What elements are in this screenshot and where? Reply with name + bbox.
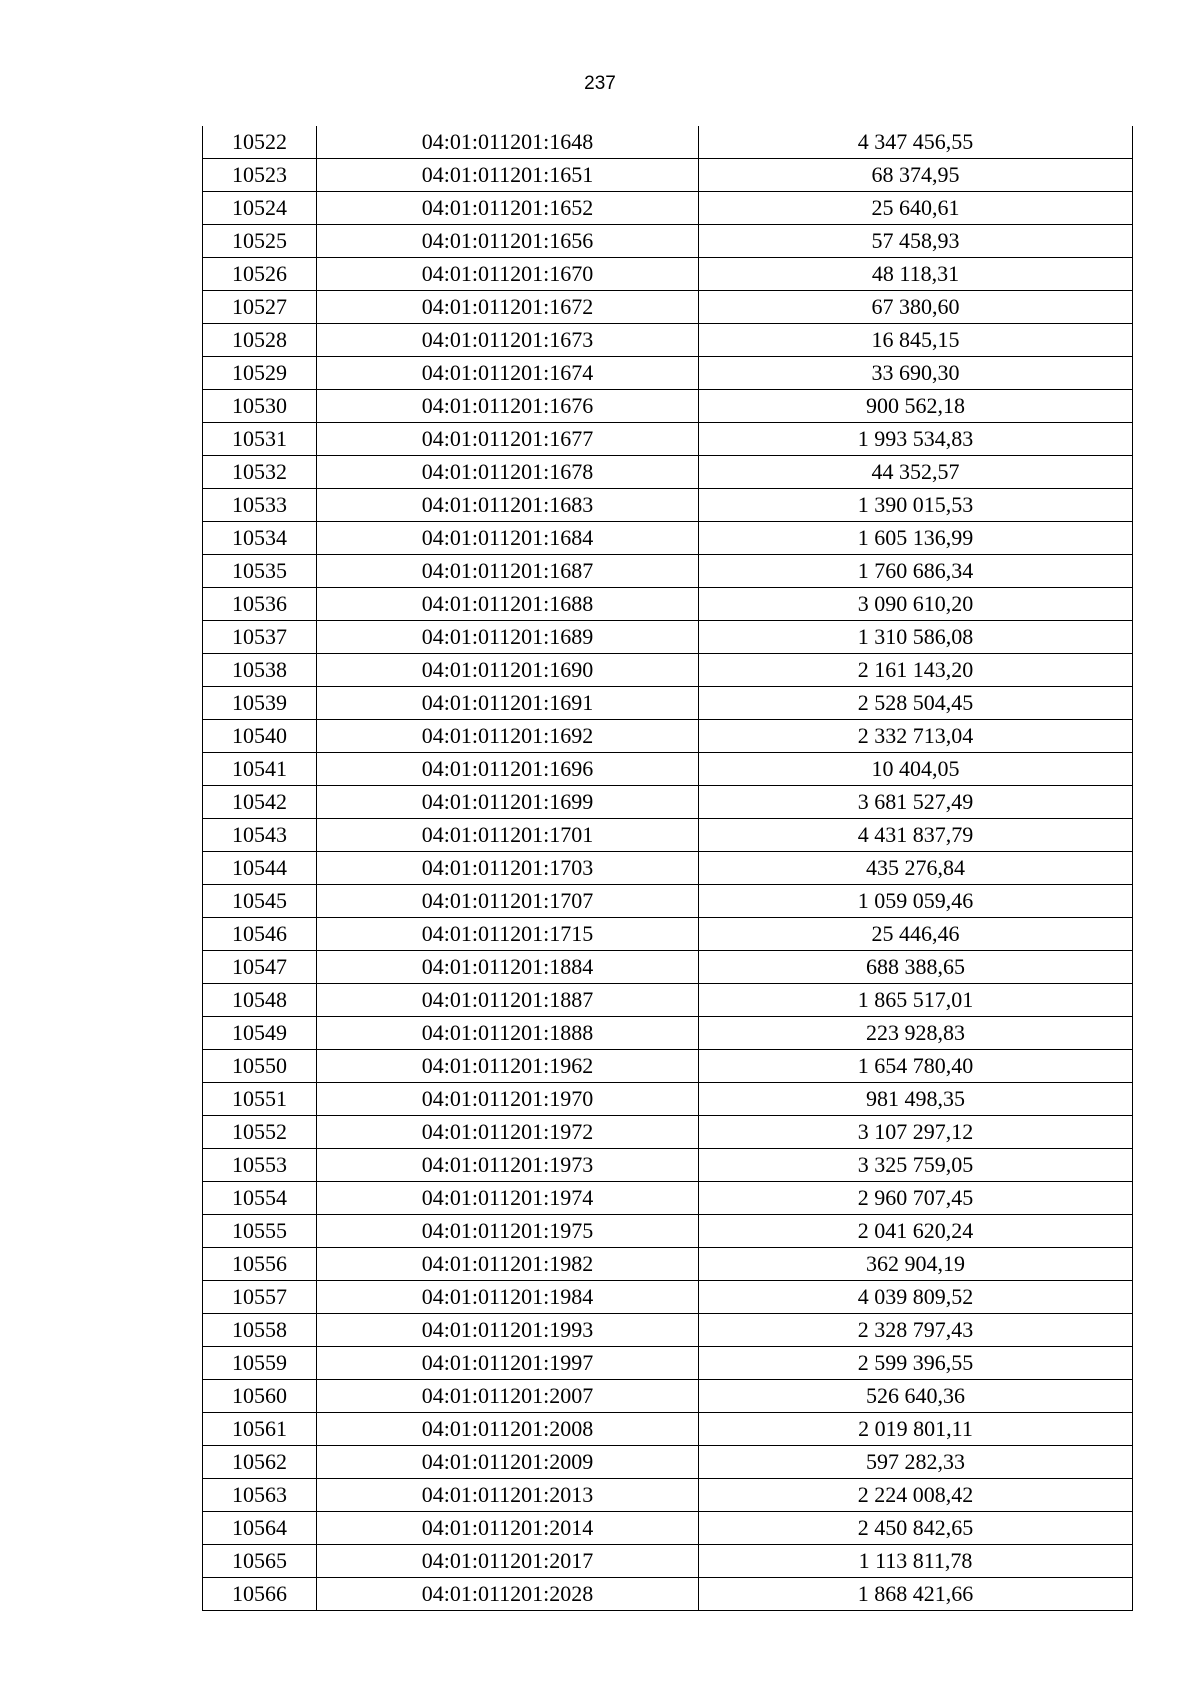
cadastral-value-cell: 10 404,05 (699, 753, 1133, 786)
table-row (203, 159, 1133, 192)
row-number-cell: 10529 (203, 357, 317, 390)
row-number-cell: 10549 (203, 1017, 317, 1050)
row-number-cell: 10539 (203, 687, 317, 720)
table-row (203, 885, 1133, 918)
row-number-cell: 10527 (203, 291, 317, 324)
row-number-cell: 10559 (203, 1347, 317, 1380)
cadastral-value-cell: 435 276,84 (699, 852, 1133, 885)
cadastral-value-cell: 1 390 015,53 (699, 489, 1133, 522)
row-number-cell: 10524 (203, 192, 317, 225)
cadastral-number-cell: 04:01:011201:1690 (317, 654, 699, 687)
row-number-cell: 10523 (203, 159, 317, 192)
cadastral-number-cell: 04:01:011201:1692 (317, 720, 699, 753)
table-row (203, 1116, 1133, 1149)
row-number-cell: 10557 (203, 1281, 317, 1314)
row-number-cell: 10540 (203, 720, 317, 753)
cadastral-value-cell: 2 528 504,45 (699, 687, 1133, 720)
table-row (203, 1248, 1133, 1281)
cadastral-number-cell: 04:01:011201:1651 (317, 159, 699, 192)
table-row (203, 588, 1133, 621)
table-row (203, 786, 1133, 819)
cadastral-value-cell: 2 960 707,45 (699, 1182, 1133, 1215)
row-number-cell: 10535 (203, 555, 317, 588)
table-row (203, 1545, 1133, 1578)
table-row (203, 324, 1133, 357)
row-number-cell: 10548 (203, 984, 317, 1017)
cadastral-value-cell: 2 161 143,20 (699, 654, 1133, 687)
table-row (203, 720, 1133, 753)
row-number-cell: 10525 (203, 225, 317, 258)
cadastral-value-cell: 68 374,95 (699, 159, 1133, 192)
cadastral-number-cell: 04:01:011201:2014 (317, 1512, 699, 1545)
table-row (203, 1050, 1133, 1083)
table-row (203, 753, 1133, 786)
cadastral-value-cell: 597 282,33 (699, 1446, 1133, 1479)
cadastral-value-cell: 2 041 620,24 (699, 1215, 1133, 1248)
cadastral-value-table (202, 126, 1133, 1611)
cadastral-value-cell: 1 310 586,08 (699, 621, 1133, 654)
cadastral-number-cell: 04:01:011201:1703 (317, 852, 699, 885)
cadastral-value-cell: 526 640,36 (699, 1380, 1133, 1413)
cadastral-number-cell: 04:01:011201:2028 (317, 1578, 699, 1611)
cadastral-value-cell: 3 325 759,05 (699, 1149, 1133, 1182)
cadastral-value-cell: 2 019 801,11 (699, 1413, 1133, 1446)
cadastral-value-cell: 1 059 059,46 (699, 885, 1133, 918)
cadastral-number-cell: 04:01:011201:1676 (317, 390, 699, 423)
row-number-cell: 10533 (203, 489, 317, 522)
cadastral-value-cell: 48 118,31 (699, 258, 1133, 291)
cadastral-number-cell: 04:01:011201:1688 (317, 588, 699, 621)
row-number-cell: 10556 (203, 1248, 317, 1281)
table-row (203, 555, 1133, 588)
table-row (203, 1149, 1133, 1182)
cadastral-number-cell: 04:01:011201:1691 (317, 687, 699, 720)
cadastral-value-cell: 16 845,15 (699, 324, 1133, 357)
table-row (203, 1446, 1133, 1479)
cadastral-number-cell: 04:01:011201:1962 (317, 1050, 699, 1083)
cadastral-value-cell: 4 431 837,79 (699, 819, 1133, 852)
table-row (203, 1512, 1133, 1545)
row-number-cell: 10522 (203, 126, 317, 159)
table-row (203, 1578, 1133, 1611)
row-number-cell: 10558 (203, 1314, 317, 1347)
table-row (203, 1017, 1133, 1050)
cadastral-value-cell: 4 347 456,55 (699, 126, 1133, 159)
row-number-cell: 10547 (203, 951, 317, 984)
table-row (203, 984, 1133, 1017)
cadastral-number-cell: 04:01:011201:1970 (317, 1083, 699, 1116)
cadastral-number-cell: 04:01:011201:1888 (317, 1017, 699, 1050)
cadastral-number-cell: 04:01:011201:1997 (317, 1347, 699, 1380)
row-number-cell: 10562 (203, 1446, 317, 1479)
table-row (203, 918, 1133, 951)
cadastral-value-cell: 1 868 421,66 (699, 1578, 1133, 1611)
row-number-cell: 10550 (203, 1050, 317, 1083)
row-number-cell: 10538 (203, 654, 317, 687)
cadastral-number-cell: 04:01:011201:1887 (317, 984, 699, 1017)
cadastral-number-cell: 04:01:011201:1687 (317, 555, 699, 588)
cadastral-value-cell: 900 562,18 (699, 390, 1133, 423)
cadastral-number-cell: 04:01:011201:1707 (317, 885, 699, 918)
cadastral-value-cell: 1 654 780,40 (699, 1050, 1133, 1083)
cadastral-number-cell: 04:01:011201:1993 (317, 1314, 699, 1347)
cadastral-number-cell: 04:01:011201:1701 (317, 819, 699, 852)
row-number-cell: 10552 (203, 1116, 317, 1149)
cadastral-number-cell: 04:01:011201:2008 (317, 1413, 699, 1446)
table-row (203, 1479, 1133, 1512)
table-row (203, 390, 1133, 423)
cadastral-number-cell: 04:01:011201:1652 (317, 192, 699, 225)
cadastral-number-cell: 04:01:011201:1974 (317, 1182, 699, 1215)
cadastral-value-cell: 3 107 297,12 (699, 1116, 1133, 1149)
cadastral-number-cell: 04:01:011201:1673 (317, 324, 699, 357)
cadastral-number-cell: 04:01:011201:1677 (317, 423, 699, 456)
table-row (203, 687, 1133, 720)
cadastral-value-cell: 1 113 811,78 (699, 1545, 1133, 1578)
cadastral-number-cell: 04:01:011201:1982 (317, 1248, 699, 1281)
row-number-cell: 10526 (203, 258, 317, 291)
cadastral-value-cell: 1 605 136,99 (699, 522, 1133, 555)
row-number-cell: 10536 (203, 588, 317, 621)
cadastral-number-cell: 04:01:011201:1975 (317, 1215, 699, 1248)
row-number-cell: 10566 (203, 1578, 317, 1611)
cadastral-number-cell: 04:01:011201:1715 (317, 918, 699, 951)
row-number-cell: 10544 (203, 852, 317, 885)
row-number-cell: 10561 (203, 1413, 317, 1446)
cadastral-number-cell: 04:01:011201:1972 (317, 1116, 699, 1149)
cadastral-value-cell: 57 458,93 (699, 225, 1133, 258)
cadastral-number-cell: 04:01:011201:1648 (317, 126, 699, 159)
cadastral-value-cell: 688 388,65 (699, 951, 1133, 984)
table-row (203, 456, 1133, 489)
table-row (203, 192, 1133, 225)
cadastral-number-cell: 04:01:011201:2017 (317, 1545, 699, 1578)
cadastral-value-cell: 33 690,30 (699, 357, 1133, 390)
table-row (203, 1281, 1133, 1314)
table-row (203, 1347, 1133, 1380)
table-row (203, 1413, 1133, 1446)
row-number-cell: 10543 (203, 819, 317, 852)
cadastral-value-cell: 44 352,57 (699, 456, 1133, 489)
cadastral-number-cell: 04:01:011201:1683 (317, 489, 699, 522)
table-row (203, 621, 1133, 654)
row-number-cell: 10546 (203, 918, 317, 951)
cadastral-value-cell: 3 681 527,49 (699, 786, 1133, 819)
row-number-cell: 10531 (203, 423, 317, 456)
table-row (203, 819, 1133, 852)
row-number-cell: 10532 (203, 456, 317, 489)
row-number-cell: 10545 (203, 885, 317, 918)
row-number-cell: 10564 (203, 1512, 317, 1545)
table-row (203, 1083, 1133, 1116)
row-number-cell: 10554 (203, 1182, 317, 1215)
row-number-cell: 10537 (203, 621, 317, 654)
cadastral-value-cell: 362 904,19 (699, 1248, 1133, 1281)
cadastral-number-cell: 04:01:011201:1973 (317, 1149, 699, 1182)
cadastral-value-cell: 223 928,83 (699, 1017, 1133, 1050)
cadastral-value-cell: 2 450 842,65 (699, 1512, 1133, 1545)
cadastral-value-cell: 2 599 396,55 (699, 1347, 1133, 1380)
cadastral-number-cell: 04:01:011201:1670 (317, 258, 699, 291)
page-number: 237 (584, 73, 616, 94)
table-row (203, 423, 1133, 456)
cadastral-number-cell: 04:01:011201:2009 (317, 1446, 699, 1479)
cadastral-value-cell: 25 640,61 (699, 192, 1133, 225)
cadastral-number-cell: 04:01:011201:1984 (317, 1281, 699, 1314)
cadastral-value-cell: 2 328 797,43 (699, 1314, 1133, 1347)
row-number-cell: 10528 (203, 324, 317, 357)
cadastral-number-cell: 04:01:011201:1684 (317, 522, 699, 555)
row-number-cell: 10565 (203, 1545, 317, 1578)
table-row (203, 126, 1133, 159)
cadastral-number-cell: 04:01:011201:2007 (317, 1380, 699, 1413)
table-row (203, 291, 1133, 324)
row-number-cell: 10530 (203, 390, 317, 423)
table-row (203, 489, 1133, 522)
cadastral-number-cell: 04:01:011201:1656 (317, 225, 699, 258)
row-number-cell: 10555 (203, 1215, 317, 1248)
table-body (203, 126, 1133, 1611)
row-number-cell: 10542 (203, 786, 317, 819)
cadastral-value-cell: 981 498,35 (699, 1083, 1133, 1116)
cadastral-value-cell: 4 039 809,52 (699, 1281, 1133, 1314)
cadastral-value-cell: 2 224 008,42 (699, 1479, 1133, 1512)
table-row (203, 1380, 1133, 1413)
table-row (203, 1215, 1133, 1248)
row-number-cell: 10560 (203, 1380, 317, 1413)
table-row (203, 951, 1133, 984)
table-row (203, 1314, 1133, 1347)
cadastral-value-cell: 2 332 713,04 (699, 720, 1133, 753)
cadastral-number-cell: 04:01:011201:1696 (317, 753, 699, 786)
cadastral-value-cell: 3 090 610,20 (699, 588, 1133, 621)
table-row (203, 852, 1133, 885)
cadastral-number-cell: 04:01:011201:1699 (317, 786, 699, 819)
row-number-cell: 10553 (203, 1149, 317, 1182)
table-row (203, 258, 1133, 291)
cadastral-number-cell: 04:01:011201:1678 (317, 456, 699, 489)
cadastral-value-cell: 25 446,46 (699, 918, 1133, 951)
cadastral-number-cell: 04:01:011201:1884 (317, 951, 699, 984)
cadastral-number-cell: 04:01:011201:1689 (317, 621, 699, 654)
cadastral-number-cell: 04:01:011201:1672 (317, 291, 699, 324)
cadastral-number-cell: 04:01:011201:2013 (317, 1479, 699, 1512)
cadastral-value-cell: 1 865 517,01 (699, 984, 1133, 1017)
cadastral-value-cell: 67 380,60 (699, 291, 1133, 324)
table-row (203, 654, 1133, 687)
table-row (203, 1182, 1133, 1215)
row-number-cell: 10541 (203, 753, 317, 786)
table-row (203, 357, 1133, 390)
table-row (203, 225, 1133, 258)
row-number-cell: 10551 (203, 1083, 317, 1116)
row-number-cell: 10563 (203, 1479, 317, 1512)
table-row (203, 522, 1133, 555)
row-number-cell: 10534 (203, 522, 317, 555)
cadastral-value-cell: 1 993 534,83 (699, 423, 1133, 456)
cadastral-value-cell: 1 760 686,34 (699, 555, 1133, 588)
cadastral-number-cell: 04:01:011201:1674 (317, 357, 699, 390)
